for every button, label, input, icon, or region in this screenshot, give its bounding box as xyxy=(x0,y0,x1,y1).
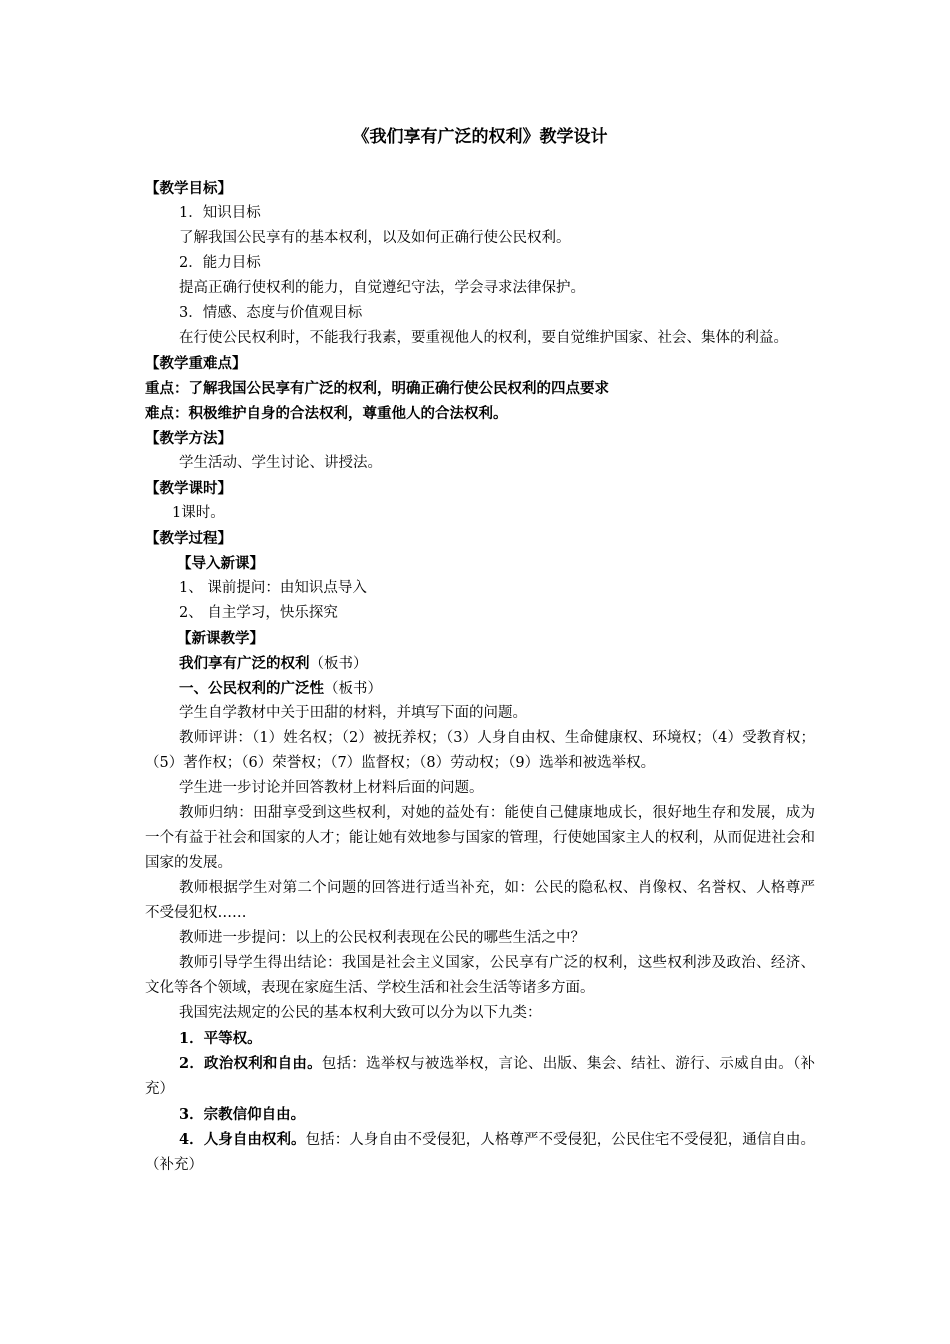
process-heading: 【教学过程】 xyxy=(145,530,232,547)
section1-line xyxy=(145,676,815,701)
section1-note: （板书） xyxy=(324,681,382,697)
topic-title: 我们享有广泛的权利 xyxy=(179,655,310,672)
paragraph-4: 教师归纳：田甜享受到这些权利，对她的益处有：能使自己健康地成长，很好地生存和发展，成为一个有益于社会和国家的人才；能让她有效地参与国家的管理，行使她国家主人的权利，从而促进社会和国家的发展。 xyxy=(145,805,815,871)
intro-heading: 【导入新课】 xyxy=(177,555,264,572)
hours-heading: 【教学课时】 xyxy=(145,480,232,497)
difficult-point: 难点：积极维护自身的合法权利，尊重他人的合法权利。 xyxy=(145,405,508,422)
intro-item-2: 2、 自主学习，快乐探究 xyxy=(179,605,338,621)
right-2-title: 2．政治权利和自由。 xyxy=(179,1055,322,1072)
keypoints-heading: 【教学重难点】 xyxy=(145,355,247,372)
ability-goal-text: 提高正确行使权利的能力，自觉遵纪守法，学会寻求法律保护。 xyxy=(179,280,585,296)
right-4-title: 4．人身自由权利。 xyxy=(179,1131,306,1148)
emotion-goal-text: 在行使公民权利时，不能我行我素，要重视他人的权利，要自觉维护国家、社会、集体的利益。 xyxy=(179,330,788,346)
paragraph-2: 教师评讲：（1）姓名权；（2）被抚养权；（3）人身自由权、生命健康权、环境权；（4）受教育权；（5）著作权；（6）荣誉权；（7）监督权；（8）劳动权；（9）选举和被选举权。 xyxy=(145,730,815,771)
paragraph-5: 教师根据学生对第二个问题的回答进行适当补充，如：公民的隐私权、肖像权、名誉权、人格尊严不受侵犯权…… xyxy=(145,880,815,921)
paragraph-7: 教师引导学生得出结论：我国是社会主义国家，公民享有广泛的权利，这些权利涉及政治、经济、文化等各个领域，表现在家庭生活、学校生活和社会生活等诸多方面。 xyxy=(145,955,815,996)
ability-goal-label: 2．能力目标 xyxy=(179,255,261,271)
paragraph-1: 学生自学教材中关于田甜的材料，并填写下面的问题。 xyxy=(179,705,527,721)
topic-note: （板书） xyxy=(309,656,368,672)
methods-text: 学生活动、学生讨论、讲授法。 xyxy=(179,455,382,471)
right-4-text: 包括：人身自由不受侵犯，人格尊严不受侵犯，公民住宅不受侵犯，通信自由。（补充） xyxy=(145,1132,815,1173)
emotion-goal-label: 3．情感、态度与价值观目标 xyxy=(179,305,363,321)
goals-heading: 【教学目标】 xyxy=(145,180,232,197)
paragraph-8: 我国宪法规定的公民的基本权利大致可以分为以下九类： xyxy=(179,1005,542,1021)
knowledge-goal-text: 了解我国公民享有的基本权利，以及如何正确行使公民权利。 xyxy=(179,230,571,246)
document-title: 《我们享有广泛的权利》教学设计 xyxy=(352,127,608,147)
methods-heading: 【教学方法】 xyxy=(145,430,232,447)
document-page xyxy=(145,124,815,1178)
hours-text: 1课时。 xyxy=(172,505,225,521)
topic-line xyxy=(145,651,815,676)
right-4 xyxy=(145,1127,815,1178)
new-lesson-heading: 【新课教学】 xyxy=(177,630,264,647)
right-2 xyxy=(145,1051,815,1102)
right-2-text: 包括：选举权与被选举权，言论、出版、集会、结社、游行、示威自由。（补充） xyxy=(145,1056,816,1097)
knowledge-goal-label: 1．知识目标 xyxy=(179,205,261,221)
paragraph-3: 学生进一步讨论并回答教材上材料后面的问题。 xyxy=(179,780,484,796)
section1-title: 一、公民权利的广泛性 xyxy=(179,680,324,697)
key-point: 重点：了解我国公民享有广泛的权利，明确正确行使公民权利的四点要求 xyxy=(145,380,609,397)
right-1: 1．平等权。 xyxy=(179,1030,262,1047)
right-3: 3．宗教信仰自由。 xyxy=(179,1106,306,1123)
paragraph-6: 教师进一步提问：以上的公民权利表现在公民的哪些生活之中？ xyxy=(179,930,585,946)
intro-item-1: 1、 课前提问：由知识点导入 xyxy=(179,580,367,596)
